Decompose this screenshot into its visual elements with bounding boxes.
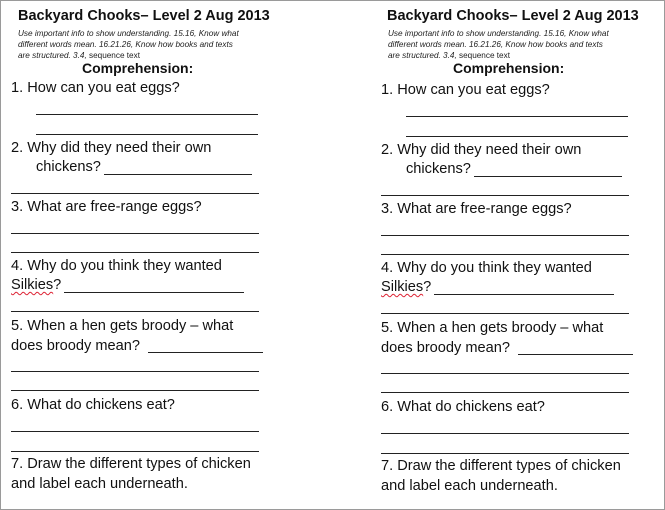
question-5: 5. When a hen gets broody – what	[381, 320, 604, 336]
answer-line	[474, 176, 622, 177]
question-4: 4. Why do you think they wanted	[11, 258, 222, 274]
answer-line	[11, 193, 259, 194]
question-3: 3. What are free-range eggs?	[381, 201, 572, 217]
answer-line	[148, 352, 263, 353]
question-5: 5. When a hen gets broody – what	[11, 318, 234, 334]
objective-line: Use important info to show understanding. 15.16, Know what	[18, 29, 239, 38]
worksheet-title: Backyard Chooks– Level 2 Aug 2013	[18, 8, 270, 24]
answer-line	[434, 294, 614, 295]
answer-line	[11, 431, 259, 432]
learning-objectives	[18, 28, 280, 61]
answer-line	[518, 354, 633, 355]
question-7-cont: and label each underneath.	[381, 478, 558, 494]
question-2-cont: chickens?	[36, 159, 101, 175]
answer-line	[381, 195, 629, 196]
answer-line	[381, 392, 629, 393]
learning-objectives	[388, 28, 650, 61]
worksheet-left	[0, 0, 300, 508]
question-7: 7. Draw the different types of chicken	[381, 458, 621, 474]
question-1: 1. How can you eat eggs?	[11, 80, 180, 96]
answer-line	[381, 453, 629, 454]
question-5-cont: does broody mean?	[381, 340, 510, 356]
worksheet-title: Backyard Chooks– Level 2 Aug 2013	[387, 8, 639, 24]
answer-line	[11, 252, 259, 253]
question-6: 6. What do chickens eat?	[381, 399, 545, 415]
answer-line	[381, 313, 629, 314]
comprehension-heading: Comprehension:	[82, 60, 194, 76]
answer-line	[36, 134, 258, 135]
answer-line	[11, 311, 259, 312]
answer-line	[381, 433, 629, 434]
answer-line	[36, 114, 258, 115]
answer-line	[11, 371, 259, 372]
objective-line: different words mean. 16.21.26, Know how books and texts	[388, 40, 603, 49]
answer-line	[104, 174, 252, 175]
objective-line: are structured. 3.4, sequence text	[388, 51, 510, 60]
answer-line	[381, 254, 629, 255]
question-7-cont: and label each underneath.	[11, 476, 188, 492]
question-4-cont: Silkies?	[11, 277, 62, 293]
question-1: 1. How can you eat eggs?	[381, 82, 550, 98]
comprehension-heading: Comprehension:	[453, 60, 565, 76]
question-4-cont: Silkies?	[381, 279, 432, 295]
objective-line: different words mean. 16.21.26, Know how books and texts	[18, 40, 233, 49]
question-7: 7. Draw the different types of chicken	[11, 456, 251, 472]
answer-line	[11, 390, 259, 391]
question-4: 4. Why do you think they wanted	[381, 260, 592, 276]
answer-line	[64, 292, 244, 293]
worksheet-right	[370, 0, 665, 508]
question-2: 2. Why did they need their own	[381, 142, 582, 158]
answer-line	[11, 451, 259, 452]
answer-line	[406, 116, 628, 117]
objective-line: are structured. 3.4, sequence text	[18, 51, 140, 60]
answer-line	[381, 373, 629, 374]
question-6: 6. What do chickens eat?	[11, 397, 175, 413]
question-3: 3. What are free-range eggs?	[11, 199, 202, 215]
answer-line	[11, 233, 259, 234]
answer-line	[381, 235, 629, 236]
objective-line: Use important info to show understanding. 15.16, Know what	[388, 29, 609, 38]
answer-line	[406, 136, 628, 137]
question-2-cont: chickens?	[406, 161, 471, 177]
question-2: 2. Why did they need their own	[11, 140, 212, 156]
question-5-cont: does broody mean?	[11, 338, 140, 354]
